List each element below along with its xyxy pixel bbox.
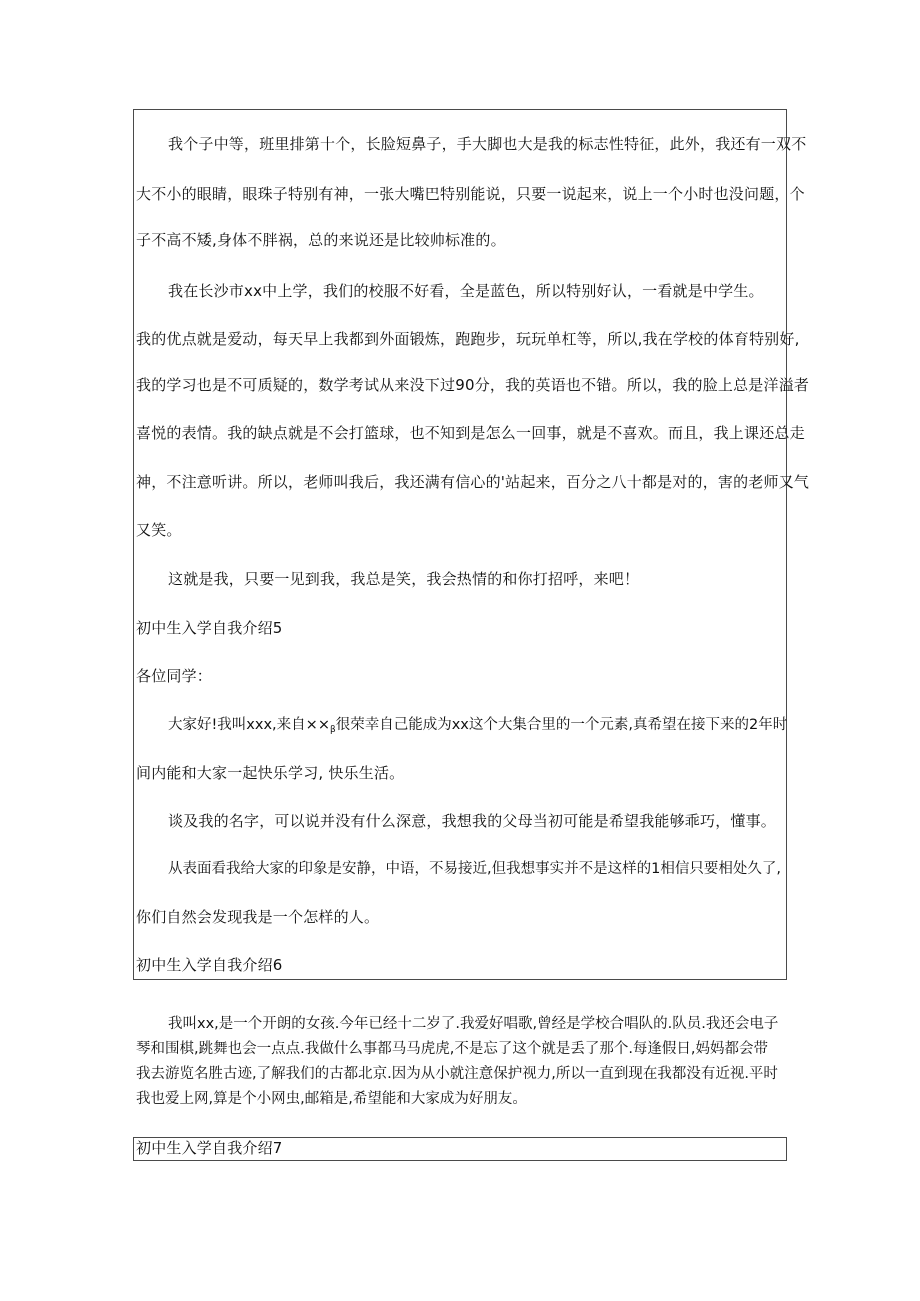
paragraph-line: 大不小的眼睛，眼珠子特别有神，一张大嘴巴特别能说，只要一说起来，说上一个小时也没问题，个	[136, 185, 805, 203]
subscript-mark: β	[329, 725, 336, 735]
paragraph-line: 又笑。	[136, 521, 182, 539]
paragraph-line: 我的优点就是爱动，每天早上我都到外面锻炼，跑跑步，玩玩单杠等，所以,我在学校的体育特别好,	[136, 330, 800, 348]
greeting: 各位同学：	[136, 667, 213, 685]
paragraph-line: 我也爱上网,算是个小网虫,邮箱是,希望能和大家成为好朋友。	[136, 1091, 527, 1107]
paragraph-line: 我叫xx,是一个开朗的女孩.今年已经十二岁了.我爱好唱歌,曾经是学校合唱队的.队员.我还会电子	[168, 1016, 779, 1032]
paragraph-line: 我在长沙市xx中上学，我们的校服不好看，全是蓝色，所以特别好认，一看就是中学生。	[168, 282, 764, 300]
paragraph-line: 这就是我，只要一见到我，我总是笑，我会热情的和你打招呼，来吧！	[168, 570, 640, 588]
section-heading: 初中生入学自我介绍7	[136, 1139, 283, 1157]
paragraph-line: 琴和围棋,跳舞也会一点点.我做什么事都马马虎虎,不是忘了这个就是丢了那个.每逢假日,妈妈都会带	[136, 1041, 769, 1057]
text-span: 很荣幸自己能成为xx这个大集合里的一个元素,真希望在接下来的2年时	[335, 717, 788, 733]
section-heading: 初中生入学自我介绍5	[136, 619, 283, 637]
paragraph-line: 你们自然会发现我是一个怎样的人。	[136, 908, 380, 926]
paragraph-line: 我的学习也是不可质疑的，数学考试从来没下过90分，我的英语也不错。所以，我的脸上总是洋溢者	[136, 376, 810, 394]
paragraph-line: 喜悦的表情。我的缺点就是不会打篮球，也不知到是怎么一回事，就是不喜欢。而且，我上课还总走	[136, 424, 805, 442]
paragraph-line: 子不高不矮,身体不胖祸，总的来说还是比较帅标准的。	[136, 231, 506, 249]
paragraph-line: 神，不注意听讲。所以，老师叫我后，我还满有信心的'站起来，百分之八十都是对的，害的老师又气	[136, 473, 810, 491]
paragraph-line	[168, 715, 787, 740]
text-span: 大家好!我叫xxx,来自××	[168, 717, 330, 733]
section-heading: 初中生入学自我介绍6	[136, 956, 283, 974]
paragraph-line: 间内能和大家一起快乐学习, 快乐生活。	[136, 764, 405, 782]
paragraph-line: 我个子中等，班里排第十个，长脸短鼻子，手大脚也大是我的标志性特征，此外，我还有一双不	[168, 135, 807, 153]
paragraph-line: 谈及我的名字，可以说并没有什么深意，我想我的父母当初可能是希望我能够乖巧，懂事。	[168, 812, 777, 830]
paragraph-line: 我去游览名胜古迹,了解我们的古都北京.因为从小就注意保护视力,所以一直到现在我都没有近视.平时	[136, 1066, 778, 1082]
paragraph-line: 从表面看我给大家的印象是安静，中语，不易接近,但我想事实并不是这样的1相信只要相处久了,	[168, 861, 781, 877]
